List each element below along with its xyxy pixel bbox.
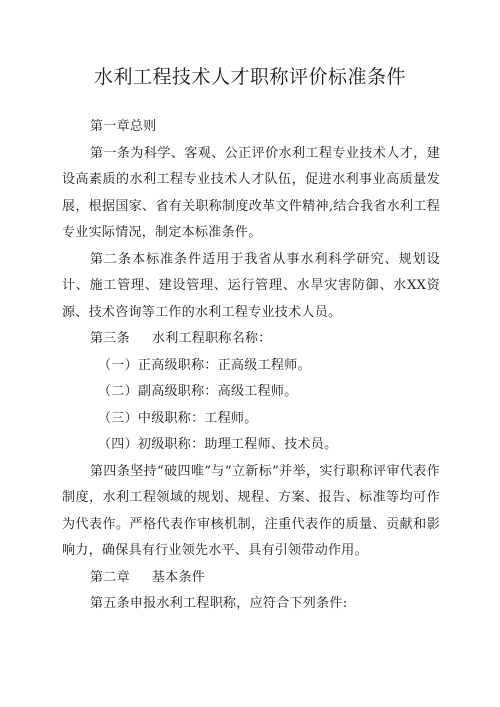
document-title: 水利工程技术人才职称评价标准条件 [93,66,406,88]
article-3 [62,326,440,353]
article-2: 第二条本标准条件适用于我省从事水利科学研究、规划设计、施工管理、建设管理、运行管理、水旱灾害防御、水XX资源、技术咨询等工作的水利工程专业技术人员。 [62,251,440,320]
chapter1-heading: 第一章总则 [90,119,157,134]
article-3-item-4: （四）初级职称：助理工程师、技术员。 [98,437,338,452]
document-body [62,114,440,618]
chapter2-text: 基本条件 [151,569,206,585]
article-3-item-2: （二）副高级职称：高级工程师。 [98,384,298,399]
article-1: 第一条为科学、客观、公正评价水利工程专业技术人才，建设高素质的水利工程专业技术人才队伍，促进水利事业高质量发展，根据国家、省有关职称制度改革文件精神,结合我省水利工程专业实际情况，制定本标准条件。 [62,145,440,240]
article-3-item-3: （三）中级职称：工程师。 [98,410,258,426]
article-3-label: 第三条 [90,331,130,346]
chapter2-heading [62,565,440,592]
article-5: 第五条申报水利工程职称，应符合下列条件: [90,596,348,611]
article-3-text: 水利工程职称名称： [151,331,272,346]
article-4: 第四条坚持“破四唯”与“立新标”并举，实行职称评审代表作制度，水利工程领域的规划、规程、方案、报告、标准等均可作为代表作。严格代表作审核机制，注重代表作的质量、贡献和影响力，确保具有行业领先水平、具有引领带动作用。 [62,463,440,558]
chapter2-label: 第二章 [90,569,130,585]
article-3-item-1: （一）正高级职称：正高级工程师。 [98,357,311,373]
